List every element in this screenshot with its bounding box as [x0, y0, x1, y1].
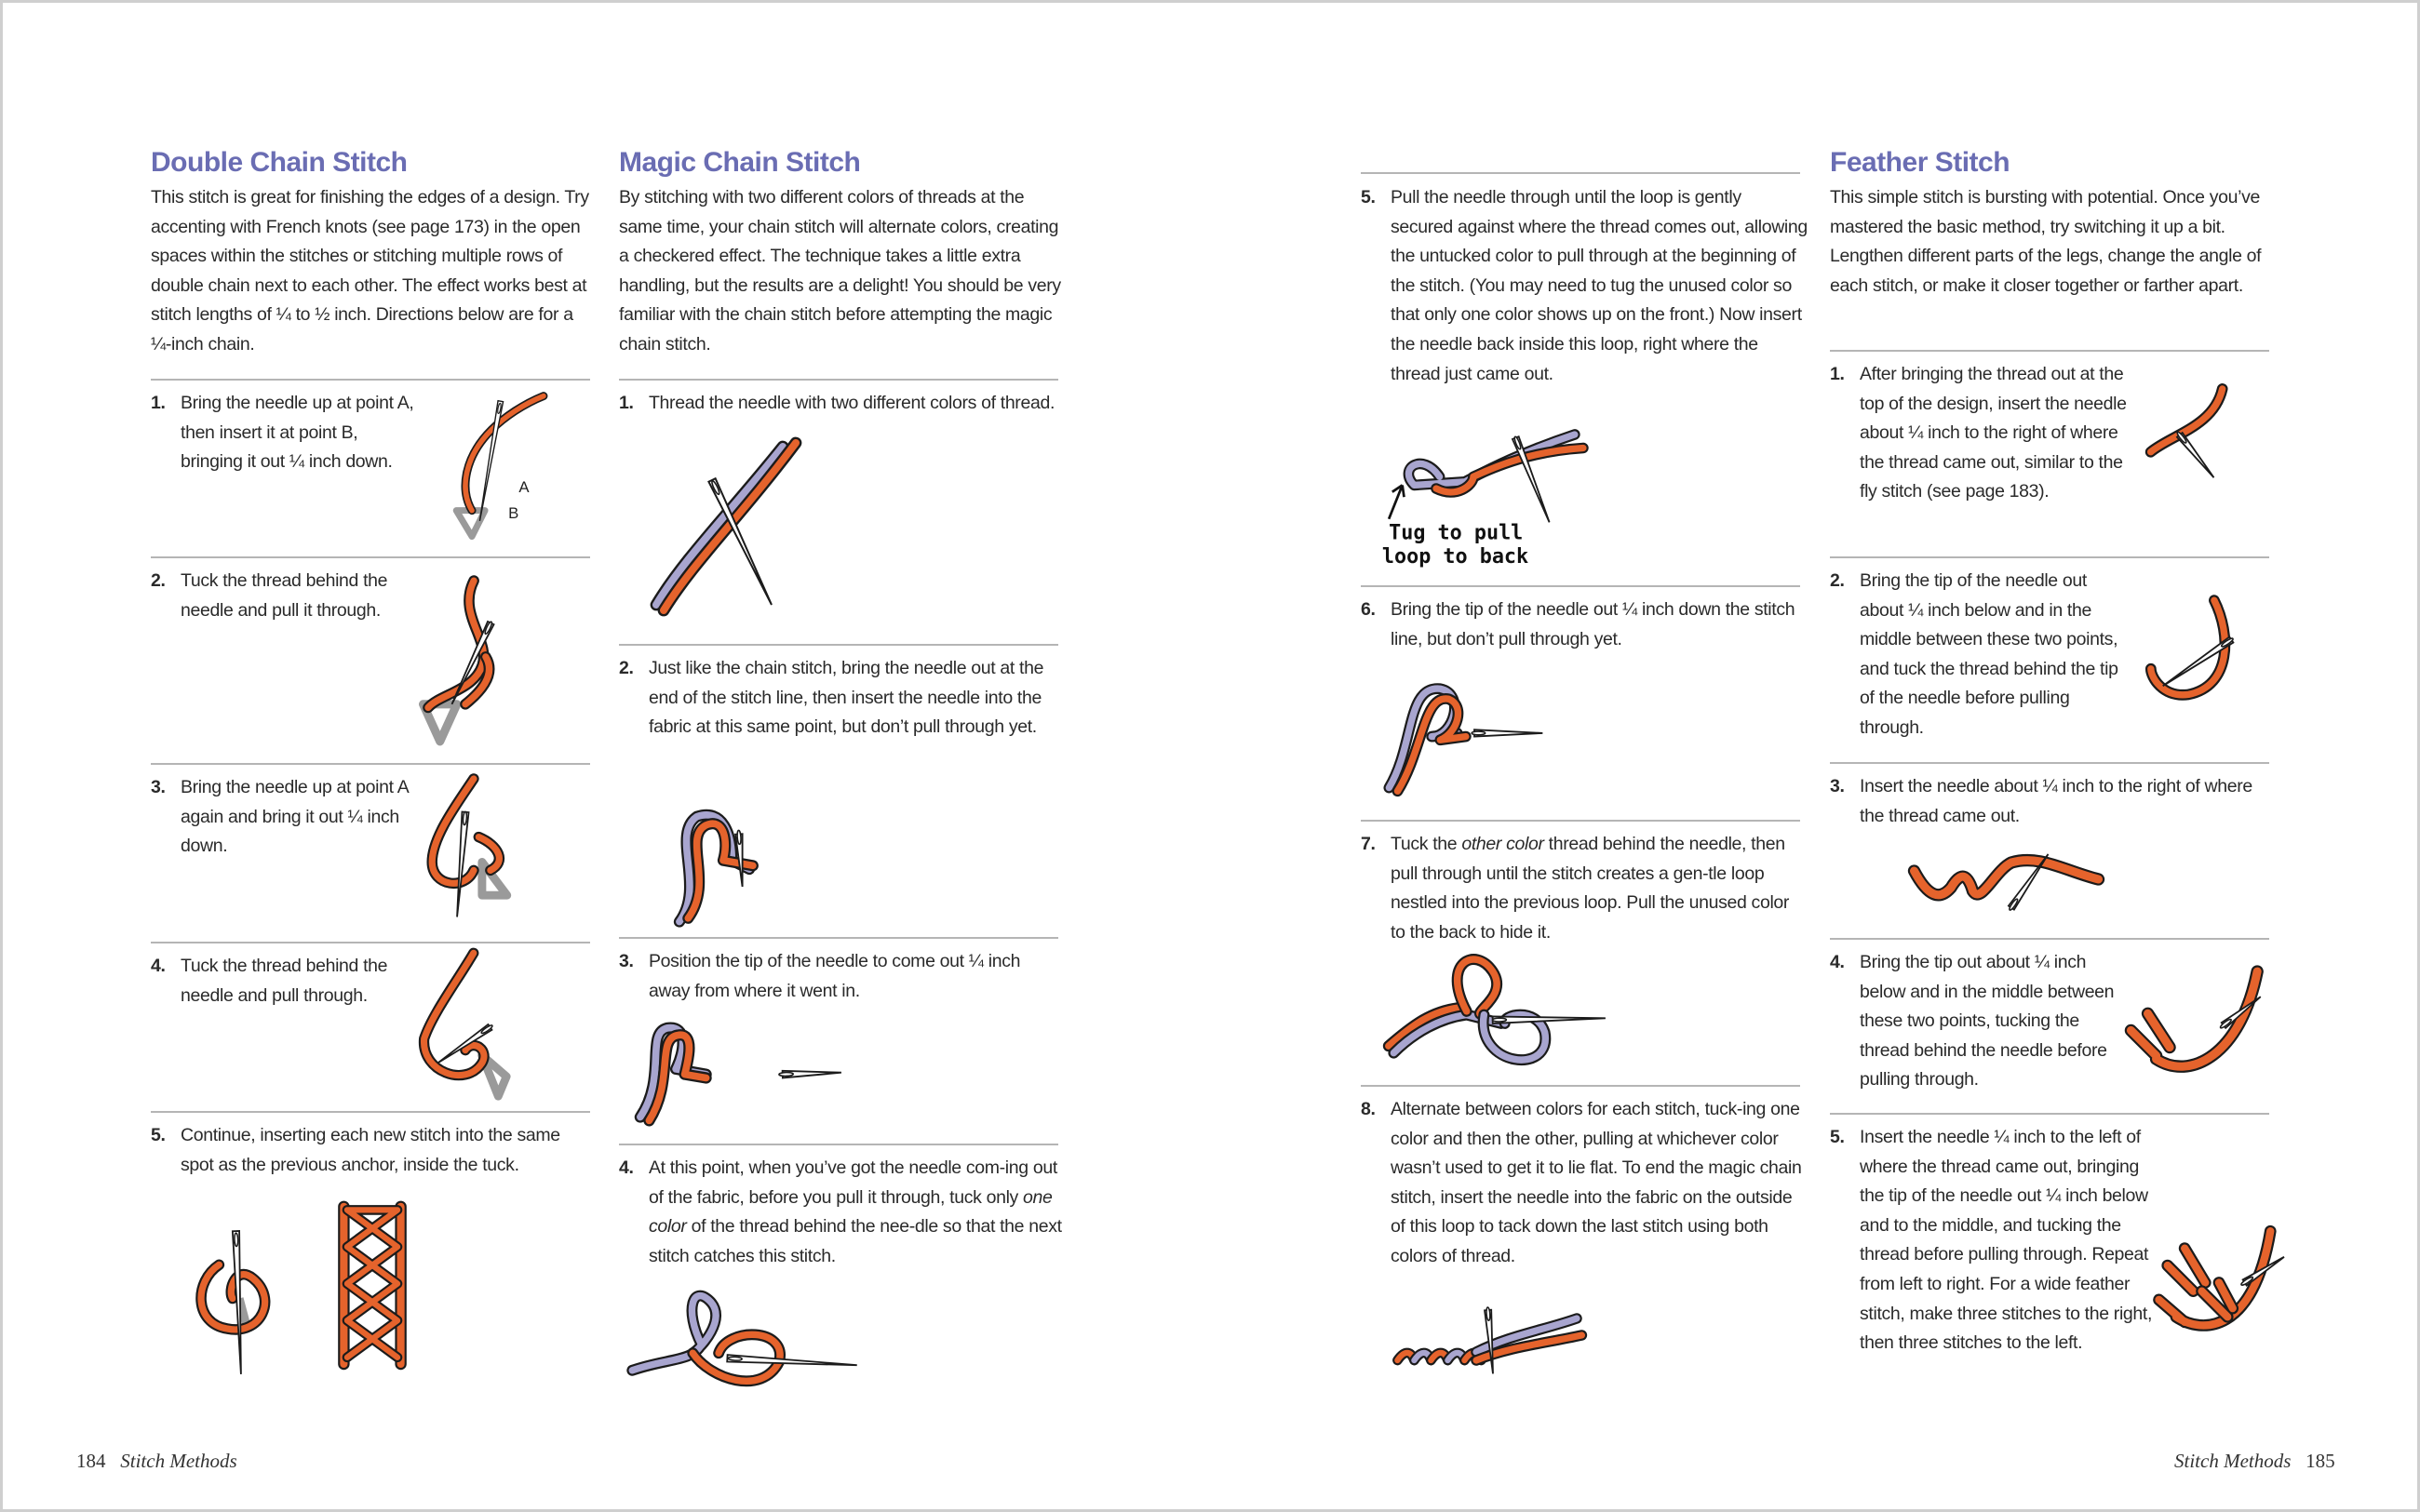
needle-icon [479, 401, 503, 521]
text-part: At this point, when you’ve got the needle com-ing out of the fabric, before you pull it through, tuck only [649, 1157, 1057, 1208]
needle-icon [727, 1355, 856, 1365]
section-title: Double Chain Stitch [151, 147, 408, 178]
divider [151, 942, 590, 943]
needle-eye [463, 811, 467, 825]
needle-icon [1493, 1016, 1606, 1023]
step-text: Tuck the thread behind the needle and pull it through. [181, 570, 388, 621]
step-number: 8. [1361, 1099, 1376, 1119]
step-text: Bring the needle up at point A again and bring it out ¼ inch down. [181, 777, 409, 857]
step-number: 2. [619, 658, 634, 678]
magic-chain-step-4-illustration [624, 1275, 866, 1400]
divider [1830, 1113, 2269, 1115]
needle-eye [1486, 1307, 1491, 1321]
divider [151, 763, 590, 765]
double-chain-step-2-illustration [414, 572, 517, 758]
thread [656, 447, 783, 605]
right-page-footer [2174, 1450, 2335, 1473]
step-number: 3. [619, 951, 634, 971]
step-number: 6. [1361, 599, 1376, 620]
magic-chain-step-1-illustration [638, 428, 805, 633]
step-number: 4. [1830, 952, 1845, 972]
step-number: 3. [1830, 776, 1845, 796]
step-3 [151, 773, 421, 862]
needle-eye [1472, 731, 1486, 735]
magic-chain-step-3-illustration [631, 1007, 845, 1128]
step-number: 7. [1361, 834, 1376, 854]
step-number: 3. [151, 777, 166, 797]
step-number: 4. [619, 1157, 634, 1178]
double-chain-step-4-illustration [408, 947, 515, 1105]
needle-icon [457, 811, 469, 917]
page-number: 185 [2306, 1450, 2335, 1472]
double-chain-step-1-illustration [433, 391, 563, 544]
divider [619, 379, 1058, 381]
annotation-line-1: Tug to pull [1389, 521, 1524, 545]
step-2 [619, 654, 1066, 743]
step-text: Insert the needle ¼ inch to the left of where the thread came out, bringing the tip of the needle out ¼ inch below and to the middle, and tucking the thread before pulling through. Repeat from left to right. For a wide feather stitch, make three stitches to the right, then three stitches to the left. [1860, 1127, 2153, 1354]
needle-eye [1492, 1018, 1506, 1022]
section-title: Magic Chain Stitch [619, 147, 861, 178]
step-number: 2. [151, 570, 166, 591]
step-5 [151, 1121, 560, 1180]
step-text [1391, 830, 1808, 947]
step-3 [619, 947, 1066, 1006]
step-2 [151, 567, 421, 625]
step-5 [1361, 183, 1808, 389]
divider [1361, 172, 1800, 174]
double-chain-step-3-illustration [414, 770, 517, 929]
double-chain-step-5-illustration-b [330, 1196, 414, 1382]
divider [1830, 762, 2269, 764]
needle-eye [779, 1072, 793, 1076]
feather-step-3-illustration [1896, 837, 2108, 921]
step-4 [1830, 948, 2128, 1095]
divider [1830, 556, 2269, 558]
thread [2131, 971, 2257, 1066]
divider [619, 937, 1058, 939]
divider [151, 556, 590, 558]
running-head: Stitch Methods [2174, 1450, 2292, 1472]
text-part: of the thread behind the nee-dle so that the next stitch catches this stitch. [649, 1216, 1062, 1266]
divider [1361, 585, 1800, 587]
step-4 [619, 1154, 1066, 1271]
feather-step-4-illustration [2122, 955, 2271, 1096]
thread [664, 443, 796, 610]
divider [619, 1144, 1058, 1145]
step-number: 1. [151, 393, 166, 413]
step-number: 5. [1830, 1127, 1845, 1147]
step-text: Tuck the thread behind the needle and pull through. [181, 956, 388, 1006]
step-number: 1. [1830, 364, 1845, 384]
emphasis-text: one color [649, 1186, 1053, 1238]
step-text: Continue, inserting each new stitch into the same spot as the previous anchor, inside the tuck. [181, 1125, 560, 1175]
magic-chain-step-2-illustration [661, 782, 768, 930]
feather-step-2-illustration [2137, 592, 2247, 720]
annotation-line-2: loop to back [1381, 544, 1529, 569]
step-number: 5. [1361, 187, 1376, 207]
divider [1361, 820, 1800, 822]
divider [1361, 1085, 1800, 1087]
needle-eye [728, 1357, 742, 1361]
step-5 [1830, 1123, 2165, 1358]
divider [1830, 350, 2269, 352]
section-intro: This simple stitch is bursting with potential. Once you’ve mastered the basic method, try switching it up a bit. Lengthen different parts of the legs, change the angle of each stitch, or make it closer together or farther apart. [1830, 187, 2262, 296]
thread-outline [465, 396, 544, 511]
needle-eye [235, 1233, 238, 1247]
label-a: A [518, 478, 530, 497]
step-number: 1. [619, 393, 634, 413]
feather-step-1-illustration [2137, 383, 2239, 495]
page-number: 184 [76, 1450, 106, 1472]
step-number: 5. [151, 1125, 166, 1145]
step-4 [151, 952, 421, 1010]
step-text: Bring the needle up at point A, then insert it at point B, bringing it out ¼ inch down. [181, 393, 414, 473]
step-text: Position the tip of the needle to come out ¼ inch away from where it went in. [649, 951, 1021, 1001]
text-part: Tuck the [1391, 834, 1462, 854]
step-text: Insert the needle about ¼ inch to the right of where the thread came out. [1860, 776, 2252, 826]
divider [151, 1111, 590, 1113]
step-2 [1830, 567, 2128, 743]
step-text: Bring the tip of the needle out about ¼ inch below and in the middle between these two points, and tuck the thread behind the tip of the needle before pulling through. [1860, 570, 2118, 738]
step-text: Pull the needle through until the loop is gently secured against where the thread comes out, allowing the untucked color to pull through at the beginning of the stitch. (You may need to tug the unused color so that only one color shows up on the front.) Now insert the needle back inside this loop, right where the thread just came out. [1391, 187, 1808, 384]
step-3 [1830, 772, 2277, 831]
divider [1830, 938, 2269, 940]
section-title: Feather Stitch [1830, 147, 2010, 178]
running-head: Stitch Methods [120, 1450, 237, 1472]
divider [619, 644, 1058, 646]
step-1 [151, 389, 421, 477]
step-number: 4. [151, 956, 166, 976]
divider [151, 379, 590, 381]
section-intro: By stitching with two different colors of threads at the same time, your chain stitch will alternate colors, creating a checkered effect. The technique takes a little extra handling, but the results are a delight! You should be very familiar with the chain stitch before attempting the magic chain stitch. [619, 187, 1061, 355]
magic-chain-step-6-illustration [1372, 668, 1577, 796]
step-6 [1361, 595, 1808, 654]
step-1 [1830, 360, 2128, 507]
thread-outline [347, 1210, 397, 1357]
step-number: 2. [1830, 570, 1845, 591]
magic-chain-step-5-illustration [1372, 417, 1592, 570]
step-text: Bring the tip of the needle out ¼ inch down the stitch line, but don’t pull through yet. [1391, 599, 1795, 649]
step-7 [1361, 830, 1808, 947]
needle-eye [737, 830, 742, 844]
section-intro: This stitch is great for finishing the edges of a design. Try accenting with French knots (see page 173) in the open spaces within the stitches or stitching multiple rows of double chain next to each other. The effect works best at stitch lengths of ¼ to ½ inch. Directions below are for a ¼-inch chain. [151, 187, 589, 355]
arrow-icon [1389, 485, 1404, 518]
step-text: Alternate between colors for each stitch, tuck-ing one color and then the other, pulling at whichever color wasn’t used to get it to lie flat. To end the magic chain stitch, insert the needle into the fabric on the outside of this loop to tack down the last stitch using both colors of thread. [1391, 1099, 1802, 1266]
text-part: thread behind the needle, then pull through until the stitch creates a gen-tle loop nestled into the previous loop. Pull the unused color to the back to hide it. [1391, 834, 1790, 943]
magic-chain-step-8-illustration [1384, 1293, 1593, 1377]
step-8 [1361, 1095, 1808, 1272]
feather-step-5-illustration [2150, 1223, 2288, 1353]
left-page-footer [76, 1450, 237, 1473]
emphasis-text: other color [1461, 834, 1544, 854]
step-text [649, 1154, 1066, 1271]
step-text: Thread the needle with two different colors of thread. [649, 393, 1055, 413]
step-1 [619, 389, 1066, 419]
step-text: Bring the tip out about ¼ inch below and in the middle between these two points, tucking the thread behind the needle before pulling through. [1860, 952, 2115, 1091]
magic-chain-step-7-illustration [1379, 945, 1623, 1074]
step-text: Just like the chain stitch, bring the needle out at the end of the stitch line, then insert the needle into the fabric at this same point, but don’t pull through yet. [649, 658, 1044, 738]
double-chain-step-5-illustration-a [184, 1214, 296, 1391]
step-text: After bringing the thread out at the top of the design, insert the needle about ¼ inch to the right of where the thread came out, similar to the fly stitch (see page 183). [1860, 364, 2127, 502]
label-b: B [508, 504, 519, 523]
